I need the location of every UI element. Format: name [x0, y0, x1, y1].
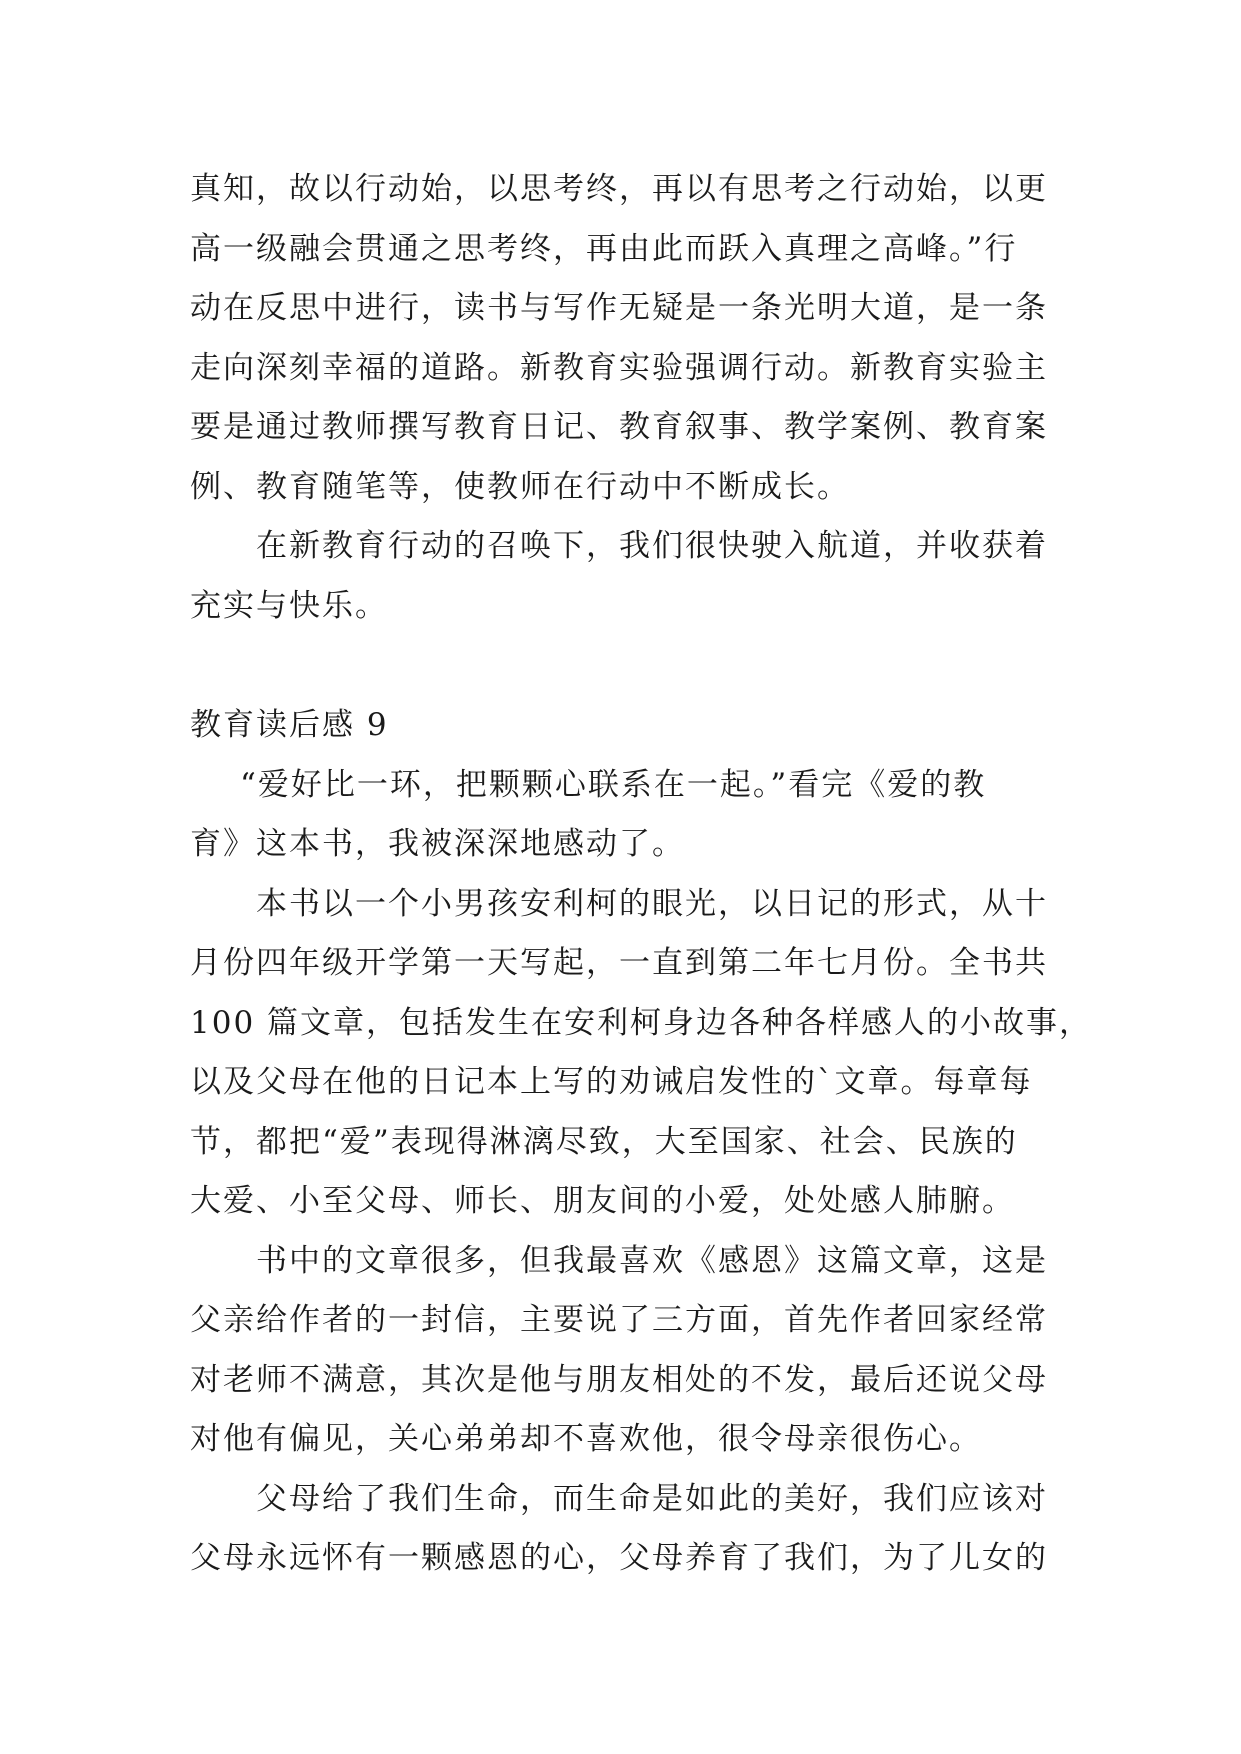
text-line: 月份四年级开学第一天写起，一直到第二年七月份。全书共	[190, 945, 1048, 981]
text-line: 100 篇文章，包括发生在安利柯身边各种各样感人的小故事，	[190, 1004, 1093, 1041]
section-gap	[190, 636, 1050, 696]
paragraph-2	[190, 517, 1050, 636]
text-line: 节，都把“爱”表现得淋漓尽致，大至国家、社会、民族的	[190, 1123, 1018, 1160]
text-line: 以及父母在他的日记本上写的劝诫启发性的`文章。每章每	[190, 1064, 1033, 1100]
text-line: 例、教育随笔等，使教师在行动中不断成长。	[190, 468, 850, 505]
text-line: 要是通过教师撰写教育日记、教育叙事、教学案例、教育案	[190, 409, 1048, 445]
text-line: 动在反思中进行，读书与写作无疑是一条光明大道，是一条	[190, 290, 1048, 326]
text-line: 充实与快乐。	[190, 587, 388, 624]
text-line: 在新教育行动的召唤下，我们很快驶入航道，并收获着	[256, 528, 1048, 564]
text-line: 书中的文章很多，但我最喜欢《感恩》这篇文章，这是	[256, 1242, 1048, 1279]
text-line: 父亲给作者的一封信，主要说了三方面，首先作者回家经常	[190, 1302, 1048, 1338]
text-line: 对老师不满意，其次是他与朋友相处的不发，最后还说父母	[190, 1361, 1048, 1398]
paragraph-5	[190, 1232, 1050, 1470]
text-line: “爱好比一环，把颗颗心联系在一起。”看完《爱的教	[240, 766, 987, 803]
section-title: 教育读后感 9	[190, 707, 389, 743]
text-line: 父母给了我们生命，而生命是如此的美好，我们应该对	[256, 1480, 1048, 1517]
text-line: 真知，故以行动始，以思考终，再以有思考之行动始，以更	[190, 171, 1048, 207]
text-line: 高一级融会贯通之思考终，再由此而跃入真理之高峰。”行	[190, 230, 1018, 267]
paragraph-4	[190, 875, 1093, 1232]
text-line: 本书以一个小男孩安利柯的眼光，以日记的形式，从十	[256, 885, 1048, 922]
text-line: 大爱、小至父母、师长、朋友间的小爱，处处感人肺腑。	[190, 1183, 1015, 1219]
paragraph-6	[190, 1470, 1050, 1589]
text-line: 父母永远怀有一颗感恩的心，父母养育了我们，为了儿女的	[190, 1540, 1048, 1576]
paragraph-3	[190, 756, 1050, 875]
text-line: 对他有偏见，关心弟弟却不喜欢他，很令母亲很伤心。	[190, 1421, 982, 1457]
paragraph-1	[190, 160, 1050, 517]
document-page	[190, 160, 1093, 1589]
text-line: 走向深刻幸福的道路。新教育实验强调行动。新教育实验主	[190, 349, 1048, 386]
text-line: 育》这本书，我被深深地感动了。	[190, 826, 685, 862]
